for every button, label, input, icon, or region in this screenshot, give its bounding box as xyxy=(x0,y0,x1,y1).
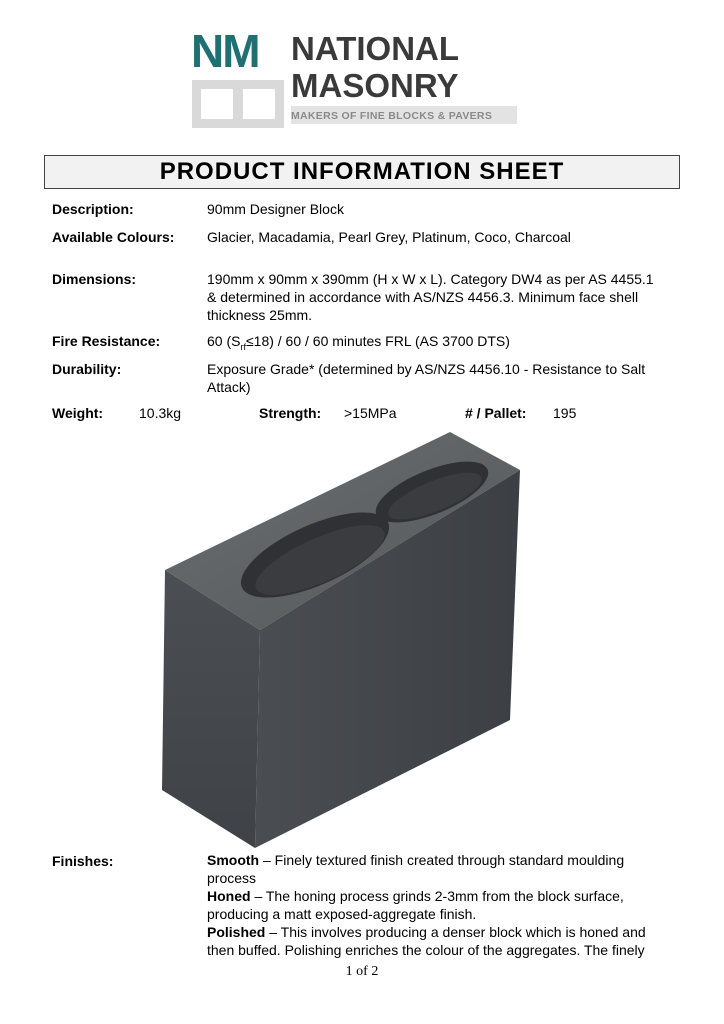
finish-polished xyxy=(207,923,669,959)
durability-label: Durability: xyxy=(52,361,122,377)
finish-smooth-name: Smooth xyxy=(207,852,260,868)
finish-polished-text: – This involves producing a denser block which is honed and then buffed. Polishing enriches the colour of the aggregates. The finely xyxy=(207,924,646,958)
page-number: 1 of 2 xyxy=(345,964,379,979)
finish-smooth xyxy=(207,851,669,887)
fire-resistance-label: Fire Resistance: xyxy=(52,333,161,349)
logo-tagline: MAKERS OF FINE BLOCKS & PAVERS xyxy=(291,110,493,122)
finish-honed xyxy=(207,887,669,923)
description-label: Description: xyxy=(52,201,134,217)
logo-block-icon xyxy=(192,80,284,128)
colours-value: Glacier, Macadamia, Pearl Grey, Platinum, Coco, Charcoal xyxy=(207,229,571,245)
durability-value: Exposure Grade* (determined by AS/NZS 4456.10 - Resistance to Salt Attack) xyxy=(207,361,646,395)
dimensions-value: 190mm x 90mm x 390mm (H x W x L). Category DW4 as per AS 4455.1 & determined in accordance with AS/NZS 4456.3. Minimum face shell thickness 25mm. xyxy=(207,271,654,323)
finishes-list xyxy=(207,851,669,959)
fire-resistance-value xyxy=(207,332,677,356)
weight-value: 10.3kg xyxy=(139,405,182,421)
page-title: PRODUCT INFORMATION SHEET xyxy=(159,158,565,185)
fire-value-sub: rf xyxy=(240,341,246,352)
weight-label: Weight: xyxy=(52,405,104,421)
page-title-box xyxy=(44,155,680,189)
pallet-label: # / Pallet: xyxy=(465,405,527,421)
finishes-label: Finishes: xyxy=(52,853,114,869)
logo-mark: NM xyxy=(191,25,259,77)
finish-honed-name: Honed xyxy=(207,888,251,904)
logo-line-national: NATIONAL xyxy=(291,30,460,67)
national-masonry-logo xyxy=(191,25,521,128)
pallet-value: 195 xyxy=(553,405,577,421)
strength-value: >15MPa xyxy=(344,405,397,421)
finish-smooth-text: – Finely textured finish created through standard moulding process xyxy=(207,852,625,886)
colours-label: Available Colours: xyxy=(52,229,175,245)
finish-honed-text: – The honing process grinds 2-3mm from the block surface, producing a matt exposed-aggregate finish. xyxy=(207,888,624,922)
finish-polished-name: Polished xyxy=(207,924,266,940)
fire-value-post: ≤18) / 60 / 60 minutes FRL (AS 3700 DTS) xyxy=(245,333,510,349)
concrete-block-image xyxy=(150,430,535,850)
description-value: 90mm Designer Block xyxy=(207,201,344,217)
logo-line-masonry: MASONRY xyxy=(291,67,459,104)
fire-value-pre: 60 (S xyxy=(207,333,241,349)
strength-label: Strength: xyxy=(259,405,322,421)
dimensions-label: Dimensions: xyxy=(52,271,137,287)
